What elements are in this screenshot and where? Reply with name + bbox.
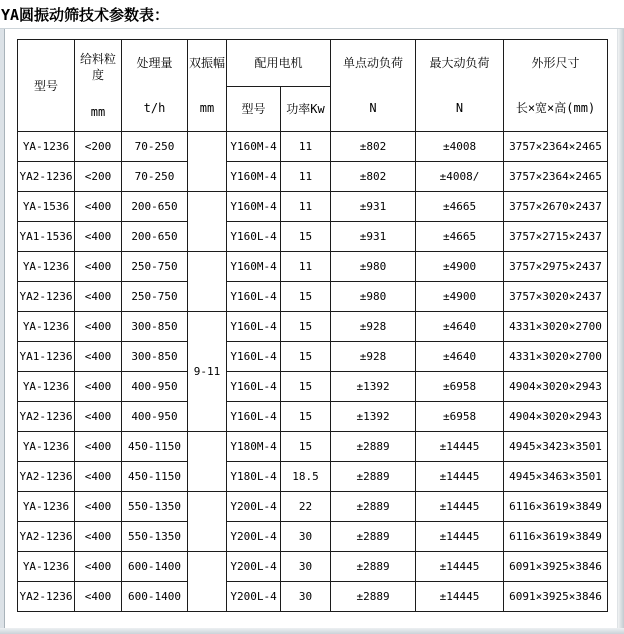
cell-single-load: ±2889 (331, 552, 416, 582)
cell-feed-size: <400 (75, 492, 122, 522)
cell-motor-model: Y160L-4 (227, 372, 281, 402)
cell-capacity: 600-1400 (122, 582, 188, 612)
cell-feed-size: <400 (75, 342, 122, 372)
cell-dimensions: 6091×3925×3846 (504, 582, 608, 612)
cell-dimensions: 6116×3619×3849 (504, 522, 608, 552)
cell-motor-power: 18.5 (281, 462, 331, 492)
cell-single-load: ±802 (331, 162, 416, 192)
cell-single-load: ±1392 (331, 402, 416, 432)
cell-feed-size: <400 (75, 252, 122, 282)
header-model (18, 40, 75, 132)
cell-model: YA1-1236 (18, 342, 75, 372)
header-motor-power-label: 功率Kw (286, 102, 325, 116)
cell-feed-size: <400 (75, 222, 122, 252)
header-dimensions-title: 外形尺寸 (531, 56, 580, 70)
spec-table (17, 39, 608, 612)
table-row (18, 222, 608, 252)
cell-motor-power: 30 (281, 552, 331, 582)
cell-feed-size: <400 (75, 522, 122, 552)
cell-dimensions: 4945×3463×3501 (504, 462, 608, 492)
cell-max-load: ±14445 (416, 462, 504, 492)
cell-capacity: 70-250 (122, 132, 188, 162)
cell-amplitude: 9-11 (188, 312, 227, 432)
cell-motor-model: Y160L-4 (227, 402, 281, 432)
cell-motor-power: 30 (281, 582, 331, 612)
header-amplitude (188, 40, 227, 132)
cell-capacity: 600-1400 (122, 552, 188, 582)
cell-model: YA-1236 (18, 432, 75, 462)
cell-feed-size: <400 (75, 192, 122, 222)
cell-motor-model: Y200L-4 (227, 552, 281, 582)
cell-motor-model: Y160M-4 (227, 132, 281, 162)
bottom-edge-shading (0, 628, 624, 634)
table-row (18, 312, 608, 342)
header-single-load (331, 40, 416, 132)
header-capacity (122, 40, 188, 132)
header-row-1 (18, 40, 608, 87)
cell-feed-size: <400 (75, 582, 122, 612)
cell-motor-power: 15 (281, 342, 331, 372)
cell-capacity: 400-950 (122, 372, 188, 402)
cell-max-load: ±14445 (416, 522, 504, 552)
cell-motor-power: 11 (281, 162, 331, 192)
cell-amplitude (188, 552, 227, 612)
cell-motor-model: Y160M-4 (227, 252, 281, 282)
cell-dimensions: 4945×3423×3501 (504, 432, 608, 462)
cell-motor-power: 11 (281, 252, 331, 282)
cell-capacity: 450-1150 (122, 432, 188, 462)
cell-single-load: ±1392 (331, 372, 416, 402)
cell-model: YA-1236 (18, 372, 75, 402)
cell-amplitude (188, 192, 227, 252)
cell-motor-power: 22 (281, 492, 331, 522)
cell-motor-model: Y180L-4 (227, 462, 281, 492)
table-row (18, 282, 608, 312)
cell-dimensions: 3757×2715×2437 (504, 222, 608, 252)
table-row (18, 372, 608, 402)
cell-capacity: 200-650 (122, 222, 188, 252)
cell-motor-power: 11 (281, 192, 331, 222)
cell-max-load: ±6958 (416, 372, 504, 402)
cell-capacity: 550-1350 (122, 492, 188, 522)
cell-model: YA-1236 (18, 552, 75, 582)
header-feed-title: 给料粒度 (79, 52, 116, 82)
cell-max-load: ±14445 (416, 432, 504, 462)
cell-motor-model: Y200L-4 (227, 522, 281, 552)
cell-single-load: ±931 (331, 192, 416, 222)
cell-amplitude (188, 252, 227, 312)
cell-feed-size: <400 (75, 552, 122, 582)
table-row (18, 522, 608, 552)
cell-max-load: ±4665 (416, 192, 504, 222)
header-max-load-title: 最大动负荷 (429, 56, 490, 70)
cell-motor-power: 15 (281, 372, 331, 402)
cell-single-load: ±928 (331, 342, 416, 372)
header-max-load (416, 40, 504, 132)
cell-model: YA-1236 (18, 492, 75, 522)
cell-feed-size: <400 (75, 312, 122, 342)
cell-model: YA-1236 (18, 252, 75, 282)
cell-feed-size: <200 (75, 162, 122, 192)
cell-amplitude (188, 132, 227, 192)
page-title: YA圆振动筛技术参数表： (1, 6, 170, 24)
cell-dimensions: 6116×3619×3849 (504, 492, 608, 522)
cell-dimensions: 4904×3020×2943 (504, 372, 608, 402)
table-row (18, 492, 608, 522)
cell-capacity: 200-650 (122, 192, 188, 222)
cell-amplitude (188, 432, 227, 492)
table-row (18, 192, 608, 222)
cell-feed-size: <200 (75, 132, 122, 162)
cell-max-load: ±4665 (416, 222, 504, 252)
cell-max-load: ±4008 (416, 132, 504, 162)
header-amplitude-unit: mm (199, 101, 215, 115)
cell-capacity: 300-850 (122, 342, 188, 372)
header-feed-size (75, 40, 122, 132)
cell-motor-power: 30 (281, 522, 331, 552)
cell-max-load: ±14445 (416, 582, 504, 612)
cell-single-load: ±980 (331, 282, 416, 312)
cell-motor-model: Y160M-4 (227, 192, 281, 222)
cell-capacity: 250-750 (122, 282, 188, 312)
cell-motor-power: 11 (281, 132, 331, 162)
cell-capacity: 550-1350 (122, 522, 188, 552)
cell-model: YA2-1236 (18, 462, 75, 492)
cell-motor-power: 15 (281, 402, 331, 432)
cell-feed-size: <400 (75, 372, 122, 402)
cell-model: YA1-1536 (18, 222, 75, 252)
header-single-load-title: 单点动负荷 (343, 56, 404, 70)
cell-dimensions: 3757×2670×2437 (504, 192, 608, 222)
cell-motor-model: Y160L-4 (227, 312, 281, 342)
cell-dimensions: 3757×2364×2465 (504, 132, 608, 162)
cell-model: YA-1236 (18, 132, 75, 162)
cell-feed-size: <400 (75, 282, 122, 312)
table-row (18, 132, 608, 162)
cell-single-load: ±2889 (331, 462, 416, 492)
cell-motor-model: Y160L-4 (227, 342, 281, 372)
header-single-load-unit: N (369, 101, 377, 115)
cell-capacity: 450-1150 (122, 462, 188, 492)
table-header (18, 40, 608, 132)
cell-motor-model: Y160L-4 (227, 282, 281, 312)
cell-dimensions: 6091×3925×3846 (504, 552, 608, 582)
cell-dimensions: 3757×2975×2437 (504, 252, 608, 282)
cell-motor-power: 15 (281, 312, 331, 342)
cell-feed-size: <400 (75, 462, 122, 492)
header-motor-power (281, 87, 331, 132)
header-motor-model-label: 型号 (241, 102, 266, 116)
cell-single-load: ±2889 (331, 582, 416, 612)
cell-motor-power: 15 (281, 432, 331, 462)
cell-model: YA-1236 (18, 312, 75, 342)
cell-max-load: ±4900 (416, 282, 504, 312)
cell-amplitude (188, 492, 227, 552)
cell-max-load: ±4640 (416, 342, 504, 372)
cell-capacity: 250-750 (122, 252, 188, 282)
table-row (18, 432, 608, 462)
cell-max-load: ±6958 (416, 402, 504, 432)
cell-motor-model: Y160L-4 (227, 222, 281, 252)
left-edge-shading (0, 29, 5, 628)
table-row (18, 402, 608, 432)
header-feed-unit: mm (90, 105, 106, 119)
header-max-load-unit: N (455, 101, 464, 115)
cell-dimensions: 3757×3020×2437 (504, 282, 608, 312)
cell-model: YA-1536 (18, 192, 75, 222)
cell-max-load: ±4640 (416, 312, 504, 342)
cell-motor-model: Y180M-4 (227, 432, 281, 462)
header-capacity-title: 处理量 (136, 56, 173, 70)
table-row (18, 342, 608, 372)
cell-max-load: ±4900 (416, 252, 504, 282)
cell-dimensions: 4331×3020×2700 (504, 342, 608, 372)
cell-single-load: ±928 (331, 312, 416, 342)
header-motor-model (227, 87, 281, 132)
right-edge-shading (617, 29, 624, 634)
cell-capacity: 70-250 (122, 162, 188, 192)
cell-single-load: ±931 (331, 222, 416, 252)
header-motor (227, 40, 331, 87)
cell-motor-model: Y200L-4 (227, 582, 281, 612)
header-model-label: 型号 (33, 78, 58, 93)
cell-motor-power: 15 (281, 222, 331, 252)
table-row (18, 162, 608, 192)
cell-single-load: ±2889 (331, 522, 416, 552)
cell-single-load: ±2889 (331, 432, 416, 462)
cell-dimensions: 4904×3020×2943 (504, 402, 608, 432)
table-row (18, 582, 608, 612)
header-capacity-unit: t/h (143, 101, 166, 115)
cell-max-load: ±14445 (416, 552, 504, 582)
table-row (18, 462, 608, 492)
table-row (18, 552, 608, 582)
cell-max-load: ±4008/ (416, 162, 504, 192)
header-amplitude-title: 双振幅 (189, 56, 226, 70)
cell-single-load: ±2889 (331, 492, 416, 522)
cell-feed-size: <400 (75, 432, 122, 462)
frame-top-divider (0, 28, 624, 29)
header-dimensions (504, 40, 608, 132)
table-body (18, 132, 608, 612)
table-row (18, 252, 608, 282)
cell-single-load: ±980 (331, 252, 416, 282)
cell-feed-size: <400 (75, 402, 122, 432)
header-dimensions-unit: 长×宽×高(mm) (515, 101, 596, 115)
cell-max-load: ±14445 (416, 492, 504, 522)
cell-model: YA2-1236 (18, 162, 75, 192)
cell-model: YA2-1236 (18, 582, 75, 612)
cell-single-load: ±802 (331, 132, 416, 162)
cell-model: YA2-1236 (18, 522, 75, 552)
cell-capacity: 300-850 (122, 312, 188, 342)
header-motor-title: 配用电机 (254, 56, 303, 70)
cell-motor-model: Y160M-4 (227, 162, 281, 192)
cell-motor-power: 15 (281, 282, 331, 312)
cell-dimensions: 4331×3020×2700 (504, 312, 608, 342)
cell-capacity: 400-950 (122, 402, 188, 432)
cell-dimensions: 3757×2364×2465 (504, 162, 608, 192)
cell-model: YA2-1236 (18, 402, 75, 432)
cell-motor-model: Y200L-4 (227, 492, 281, 522)
cell-model: YA2-1236 (18, 282, 75, 312)
